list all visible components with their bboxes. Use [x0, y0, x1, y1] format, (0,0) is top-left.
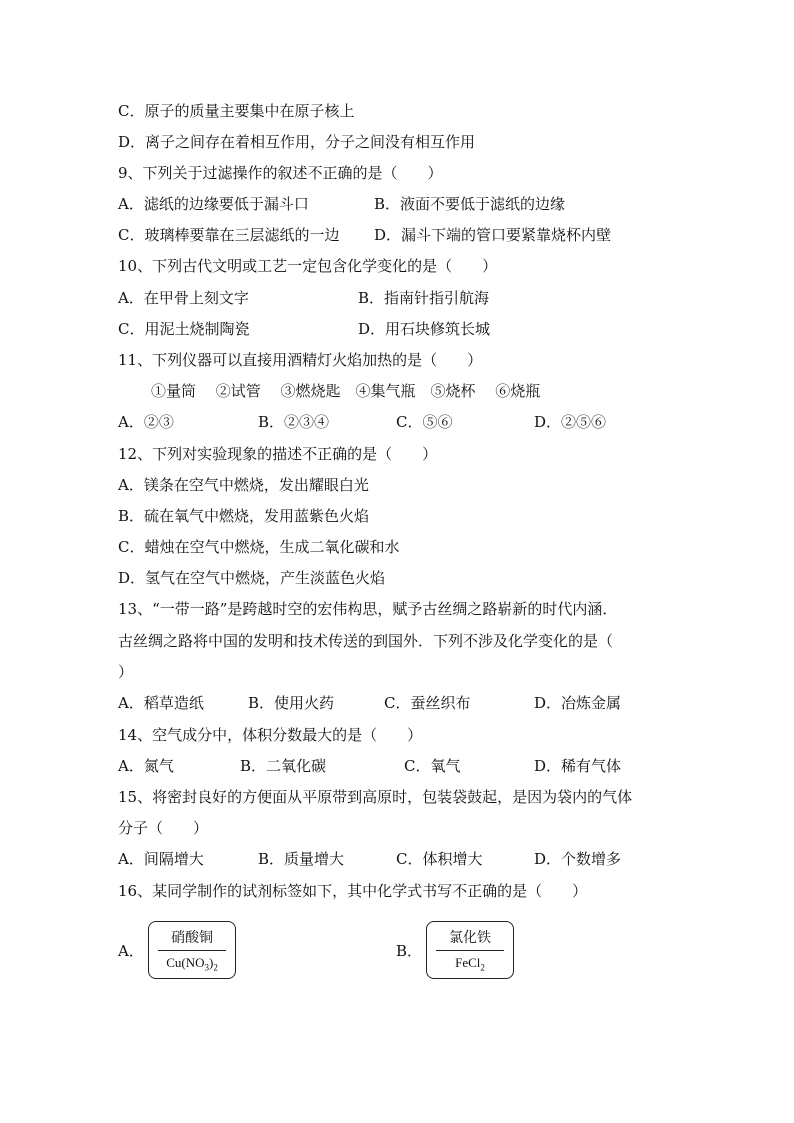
q9-option-c: C．玻璃棒要靠在三层滤纸的一边: [118, 226, 340, 244]
q15-option-a: A．间隔增大: [118, 850, 204, 868]
q9-option-a: A．滤纸的边缘要低于漏斗口: [118, 195, 309, 213]
reagent-label-b: [426, 921, 514, 979]
q10-option-a: A．在甲骨上刻文字: [118, 289, 249, 307]
q10-option-d: D．用石块修筑长城: [358, 320, 491, 338]
q14-option-a: A．氮气: [118, 757, 174, 775]
q8-option-c: C．原子的质量主要集中在原子核上: [118, 102, 355, 120]
q12-option-d: D．氢气在空气中燃烧，产生淡蓝色火焰: [118, 569, 386, 587]
reagent-label-a-name: 硝酸铜: [171, 930, 213, 946]
reagent-label-b-formula: FeCl$_2$: [455, 955, 485, 973]
q11-option-c: C．⑤⑥: [396, 413, 453, 431]
q14-option-b: B．二氧化碳: [240, 757, 327, 775]
reagent-label-a: [148, 921, 236, 979]
reagent-label-a-formula: $Cu(NO_3)_2$: [166, 955, 218, 973]
q10-option-c: C．用泥土烧制陶瓷: [118, 320, 250, 338]
reagent-label-b-divider: [436, 950, 504, 951]
q13-option-d: D．冶炼金属: [534, 694, 622, 712]
q15-option-c: C．体积增大: [396, 850, 483, 868]
q12-option-b: B．硫在氧气中燃烧，发用蓝紫色火焰: [118, 507, 370, 525]
q14-option-d: D．稀有气体: [534, 757, 622, 775]
q12-option-c: C．蜡烛在空气中燃烧，生成二氧化碳和水: [118, 538, 400, 556]
q15-option-b: B．质量增大: [258, 850, 345, 868]
q15-option-d: D．个数增多: [534, 850, 622, 868]
reagent-label-b-name: 氯化铁: [449, 930, 491, 946]
q12-option-a: A．镁条在空气中燃烧，发出耀眼白光: [118, 476, 369, 494]
q9-option-b: B．液面不要低于滤纸的边缘: [374, 195, 566, 213]
q15-stem-line1: 15、将密封良好的方便面从平原带到高原时，包装袋鼓起，是因为袋内的气体: [118, 788, 633, 806]
q16-option-a-letter: A．: [118, 942, 144, 960]
q14-stem: 14、空气成分中，体积分数最大的是（ ）: [118, 726, 423, 744]
q16-stem: 16、某同学制作的试剂标签如下，其中化学式书写不正确的是（ ）: [118, 882, 588, 900]
q9-option-d: D．漏斗下端的管口要紧靠烧杯内壁: [374, 226, 612, 244]
reagent-label-a-divider: [158, 950, 226, 951]
q13-option-c: C．蚕丝织布: [384, 694, 471, 712]
q8-option-d: D．离子之间存在着相互作用，分子之间没有相互作用: [118, 133, 476, 151]
q16-option-b-letter: B．: [396, 942, 423, 960]
q10-stem: 10、下列古代文明或工艺一定包含化学变化的是（ ）: [118, 257, 498, 275]
q11-option-b: B．②③④: [258, 413, 330, 431]
q11-option-a: A．②③: [118, 413, 174, 431]
q11-stem: 11、下列仪器可以直接用酒精灯火焰加热的是（ ）: [118, 351, 483, 369]
q12-stem: 12、下列对实验现象的描述不正确的是（ ）: [118, 445, 438, 463]
q10-option-b: B．指南针指引航海: [358, 289, 490, 307]
q13-stem-line2: 古丝绸之路将中国的发明和技术传送的到国外．下列不涉及化学变化的是（: [118, 632, 614, 650]
q14-option-c: C．氧气: [404, 757, 461, 775]
q9-stem: 9、下列关于过滤操作的叙述不正确的是（ ）: [118, 164, 443, 182]
q13-option-a: A．稻草造纸: [118, 694, 204, 712]
q15-stem-line2: 分子（ ）: [118, 819, 209, 837]
q11-option-d: D．②⑤⑥: [534, 413, 607, 431]
q11-items: ①量筒 ②试管 ③燃烧匙 ④集气瓶 ⑤烧杯 ⑥烧瓶: [151, 382, 541, 400]
q13-stem-line3: ）: [118, 663, 134, 681]
q13-option-b: B．使用火药: [248, 694, 335, 712]
q13-stem-line1: 13、“一带一路”是跨越时空的宏伟构思，赋予古丝绸之路崭新的时代内涵．: [118, 600, 618, 618]
